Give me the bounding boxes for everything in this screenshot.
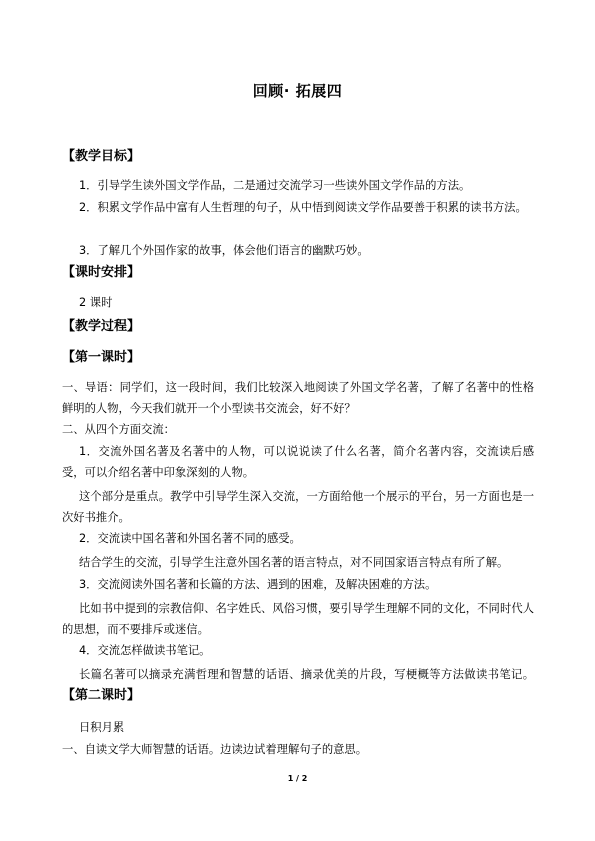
paragraph-aspect-2-note: 结合学生的交流，引导学生注意外国名著的语言特点，对不同国家语言特点有所了解。: [79, 556, 509, 569]
paragraph-aspect-4: 4．交流怎样做读书笔记。: [79, 644, 211, 657]
paragraph-aspect-3: 3．交流阅读外国名著和长篇的方法、遇到的困难，及解决困难的方法。: [79, 578, 437, 591]
schedule-text: 2 课时: [79, 296, 113, 309]
paragraph-aspect-4-note-text: 长篇名著可以摘录充满哲理和智慧的话语、摘录优美的片段，写梗概等方法做读书笔记。: [79, 668, 534, 681]
paragraph-aspect-2: 2．交流读中国名著和外国名著不同的感受。: [79, 532, 301, 545]
lesson1-heading: 【第一课时】: [62, 350, 141, 365]
goal-item-2: 2．积累文学作品中富有人生哲理的句子，从中悟到阅读文学作品要善于积累的读书方法。: [79, 201, 527, 214]
schedule-heading: 【课时安排】: [62, 265, 141, 280]
page-number: 1 / 2: [287, 774, 308, 783]
process-heading: 【教学过程】: [62, 319, 141, 334]
paragraph-aspect-4-note: [62, 664, 534, 706]
paragraph-read-wisdom: 一、自读文学大师智慧的话语。边读边试着理解句子的意思。: [62, 743, 368, 756]
page-title: 回顾· 拓展四: [252, 82, 343, 100]
paragraph-intro: 一、导语：同学们，这一段时间，我们比较深入地阅读了外国文学名著，了解了名著中的性格鲜明的人物，今天我们就开一个小型读书交流会，好不好？: [62, 381, 534, 415]
goals-heading: 【教学目标】: [62, 149, 141, 164]
goal-item-3: 3．了解几个外国作家的故事，体会他们语言的幽默巧妙。: [79, 244, 369, 257]
paragraph-four-aspects: 二、从四个方面交流：: [62, 423, 175, 436]
lesson2-heading: 【第二课时】: [62, 688, 141, 703]
paragraph-daily-accumulation: 日积月累: [79, 721, 125, 734]
paragraph-aspect-1-note: 这个部分是重点。教学中引导学生深入交流，一方面给他一个展示的平台，另一方面也是一次好书推介。: [62, 490, 534, 524]
paragraph-aspect-3-note: 比如书中提到的宗教信仰、名字姓氏、风俗习惯，要引导学生理解不同的文化，不同时代人的思想，而不要排斥或迷信。: [62, 602, 534, 636]
goal-item-1: 1．引导学生读外国文学作品，二是通过交流学习一些读外国文学作品的方法。: [79, 179, 471, 192]
paragraph-aspect-1: 1．交流外国名著及名著中的人物，可以说说读了什么名著，简介名著内容，交流读后感受，可以介绍名著中印象深刻的人物。: [62, 445, 534, 479]
